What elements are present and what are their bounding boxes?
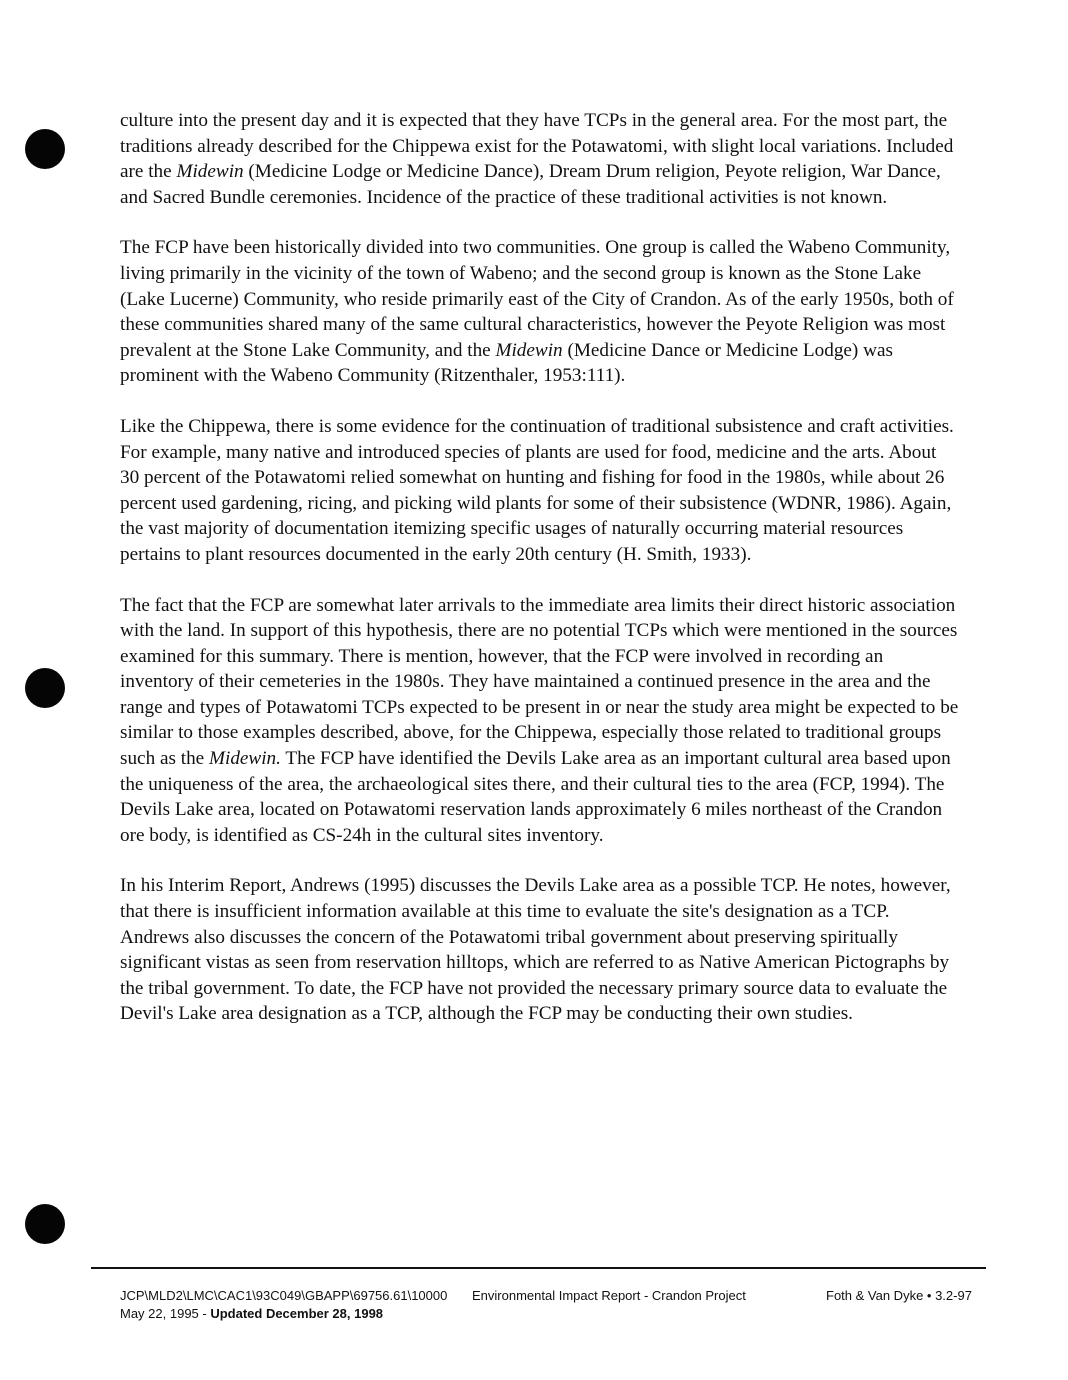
footer-report-title: Environmental Impact Report - Crandon Project bbox=[472, 1288, 746, 1303]
footer-date-updated: Updated December 28, 1998 bbox=[210, 1306, 384, 1321]
paragraph-text: culture into the present day and it is expected that they have TCPs in the general area. For the most part, the traditions already described for the Chippewa exist for the Potawatomi, with slight local variations. Included are the bbox=[120, 110, 954, 183]
paragraph bbox=[120, 873, 960, 1027]
paragraph-text: The FCP have identified the Devils Lake area as an important cultural area based upon the uniqueness of the area, the archaeological sites there, and their cultural ties to the area (FCP, 1994). The Devils Lake area, located on Potawatomi reservation lands approximately 6 miles northeast of the Crandon ore body, is identified as CS-24h in the cultural sites inventory. bbox=[120, 748, 951, 846]
paragraph-text: The FCP have been historically divided into two communities. One group is called the Wabeno Community, living primarily in the vicinity of the town of Wabeno; and the second group is known as the Stone Lake (Lake Lucerne) Community, who reside primarily east of the City of Crandon. As of the early 1950s, both of these communities shared many of the same cultural characteristics, however the Peyote Religion was most prevalent at the Stone Lake Community, and the bbox=[120, 237, 954, 361]
footer-left bbox=[120, 1287, 447, 1323]
footer-file-path: JCP\MLD2\LMC\CAC1\93C049\GBAPP\69756.61\10000 bbox=[120, 1288, 448, 1303]
punch-hole bbox=[25, 1204, 65, 1244]
footer-date-original: May 22, 1995 - bbox=[120, 1306, 211, 1321]
italic-term: Midewin bbox=[495, 339, 563, 361]
footer-date bbox=[120, 1305, 447, 1323]
italic-term: Midewin. bbox=[209, 748, 281, 770]
paragraph-text: (Medicine Dance or Medicine Lodge) was prominent with the Wabeno Community (Ritzenthaler, 1953:111). bbox=[120, 339, 893, 387]
paragraph-text: The fact that the FCP are somewhat later arrivals to the immediate area limits their direct historic association with the land. In support of this hypothesis, there are no potential TCPs which were mentioned in the sources examined for this summary. There is mention, however, that the FCP were involved in recording an inventory of their cemeteries in the 1980s. They have maintained a continued presence in the area and the range and types of Potawatomi TCPs expected to be present in or near the study area might be expected to be similar to those examples described, above, for the Chippewa, especially those related to traditional groups such as the bbox=[120, 594, 959, 770]
paragraph-text: In his Interim Report, Andrews (1995) discusses the Devils Lake area as a possible TCP. He notes, however, that there is insufficient information available at this time to evaluate the site's designation as a TCP. Andrews also discusses the concern of the Potawatomi tribal government about preserving spiritually significant vistas as seen from reservation hilltops, which are referred to as Native American Pictographs by the tribal government. To date, the FCP have not provided the necessary primary source data to evaluate the Devil's Lake area designation as a TCP, although the FCP may be conducting their own studies. bbox=[120, 875, 951, 1025]
punch-hole bbox=[25, 668, 65, 708]
paragraph bbox=[120, 414, 960, 568]
footer-page-number: Foth & Van Dyke • 3.2-97 bbox=[826, 1288, 972, 1303]
paragraph bbox=[120, 235, 960, 389]
paragraph-text: (Medicine Lodge or Medicine Dance), Dream Drum religion, Peyote religion, War Dance, and Sacred Bundle ceremonies. Incidence of the practice of these traditional activities is not known. bbox=[120, 161, 941, 208]
document-body bbox=[120, 108, 960, 1052]
paragraph bbox=[120, 108, 960, 210]
paragraph bbox=[120, 593, 960, 849]
italic-term: Midewin bbox=[176, 161, 244, 183]
paragraph-text: Like the Chippewa, there is some evidence for the continuation of traditional subsistence and craft activities. For example, many native and introduced species of plants are used for food, medicine and the arts. About 30 percent of the Potawatomi relied somewhat on hunting and fishing for food in the 1980s, while about 26 percent used gardening, ricing, and picking wild plants for some of their subsistence (WDNR, 1986). Again, the vast majority of documentation itemizing specific usages of naturally occurring material resources pertains to plant resources documented in the early 20th century (H. Smith, 1933). bbox=[120, 415, 954, 565]
punch-hole bbox=[25, 129, 65, 169]
footer-divider bbox=[91, 1267, 986, 1269]
